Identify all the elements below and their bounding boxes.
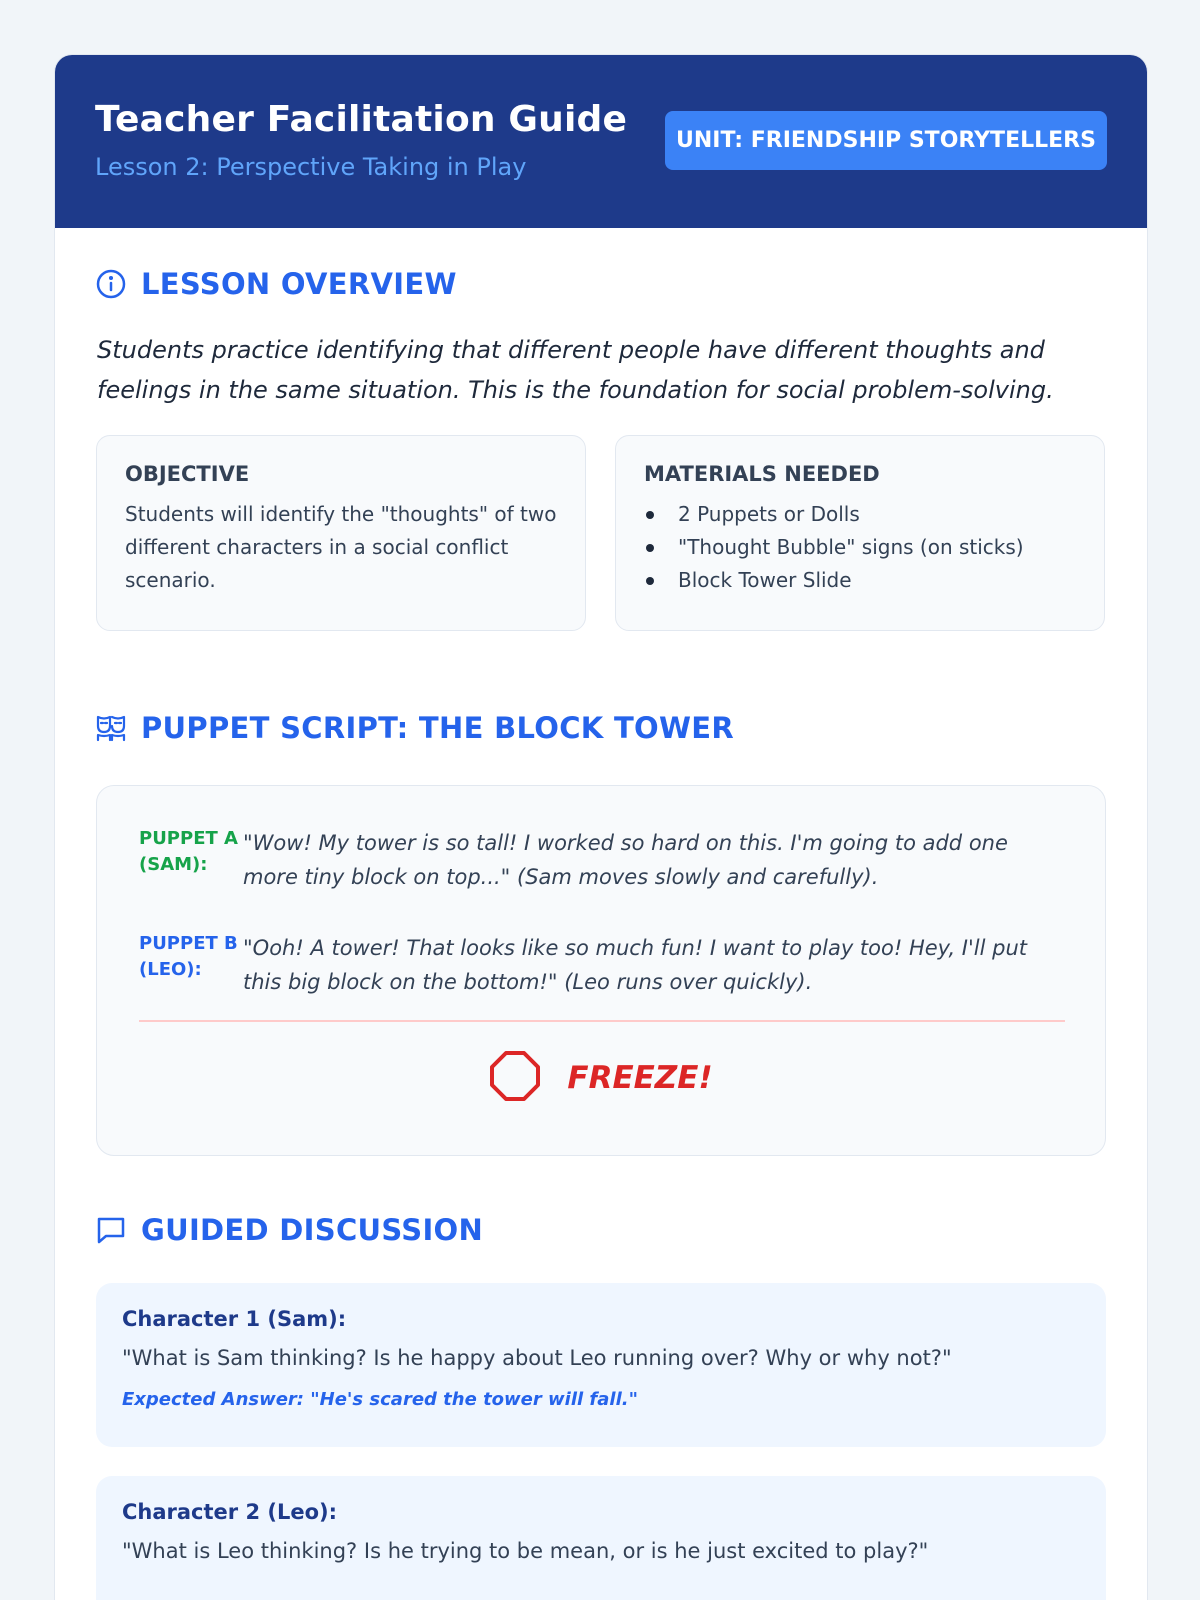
speaker-label-leo: PUPPET B (LEO): (139, 933, 238, 980)
freeze-label: FREEZE! (567, 1060, 713, 1096)
overview-text: Students practice identifying that different people have different thoughts and feelings in the same situation. This is the foundation for social problem-solving. (97, 336, 1054, 404)
facilitation-guide-card (54, 54, 1148, 1600)
discussion-card-leo (96, 1476, 1106, 1600)
objective-title: OBJECTIVE (125, 462, 250, 486)
unit-badge: UNIT: FRIENDSHIP STORYTELLERS (665, 111, 1107, 170)
objective-box (96, 435, 586, 631)
info-icon (95, 268, 127, 300)
expected-answer: Expected Answer: "He's scared the tower will fall." (122, 1389, 638, 1410)
script-line-leo (139, 931, 1043, 999)
script-line-text: "Wow! My tower is so tall! I worked so hard on this. I'm going to add one more tiny block on top..." (Sam moves slowly and carefully). (243, 831, 1008, 889)
theater-masks-icon (95, 712, 127, 744)
discussion-question: "What is Sam thinking? Is he happy about Leo running over? Why or why not?" (122, 1346, 952, 1370)
character-label: Character 2 (Leo): (122, 1500, 338, 1524)
puppet-script-title: PUPPET SCRIPT: THE BLOCK TOWER (141, 711, 735, 745)
freeze-indicator (97, 1050, 1105, 1106)
puppet-script-box (96, 785, 1106, 1156)
discussion-question: "What is Leo thinking? Is he trying to be mean, or is he just excited to play?" (122, 1539, 929, 1563)
guide-header (55, 55, 1147, 228)
lesson-overview-title: LESSON OVERVIEW (141, 267, 457, 301)
lesson-overview-heading (95, 267, 457, 301)
materials-box (615, 435, 1105, 631)
objective-text: Students will identify the "thoughts" of two different characters in a social conflict scenario. (125, 502, 557, 592)
guided-discussion-title: GUIDED DISCUSSION (141, 1213, 484, 1247)
lesson-subtitle: Lesson 2: Perspective Taking in Play (95, 153, 527, 181)
guided-discussion-heading (95, 1213, 483, 1247)
discussion-card-sam (96, 1283, 1106, 1447)
script-line-text: "Ooh! A tower! That looks like so much fun! I want to play too! Hey, I'll put this big block on the bottom!" (Leo runs over quickly). (243, 936, 1027, 994)
materials-list-item: 2 Puppets or Dolls (644, 498, 1076, 531)
character-label: Character 1 (Sam): (122, 1307, 347, 1331)
puppet-script-heading (95, 711, 734, 745)
script-line-sam (139, 826, 1043, 894)
stop-octagon-icon (489, 1050, 541, 1106)
page-title: Teacher Facilitation Guide (95, 99, 628, 140)
materials-title: MATERIALS NEEDED (644, 462, 880, 486)
freeze-divider (139, 1020, 1065, 1022)
materials-list-item: Block Tower Slide (644, 564, 1076, 597)
speaker-label-sam: PUPPET A (SAM): (139, 828, 238, 875)
materials-list-item: "Thought Bubble" signs (on sticks) (644, 531, 1076, 564)
materials-list (644, 498, 1076, 597)
chat-bubble-icon (95, 1214, 127, 1246)
